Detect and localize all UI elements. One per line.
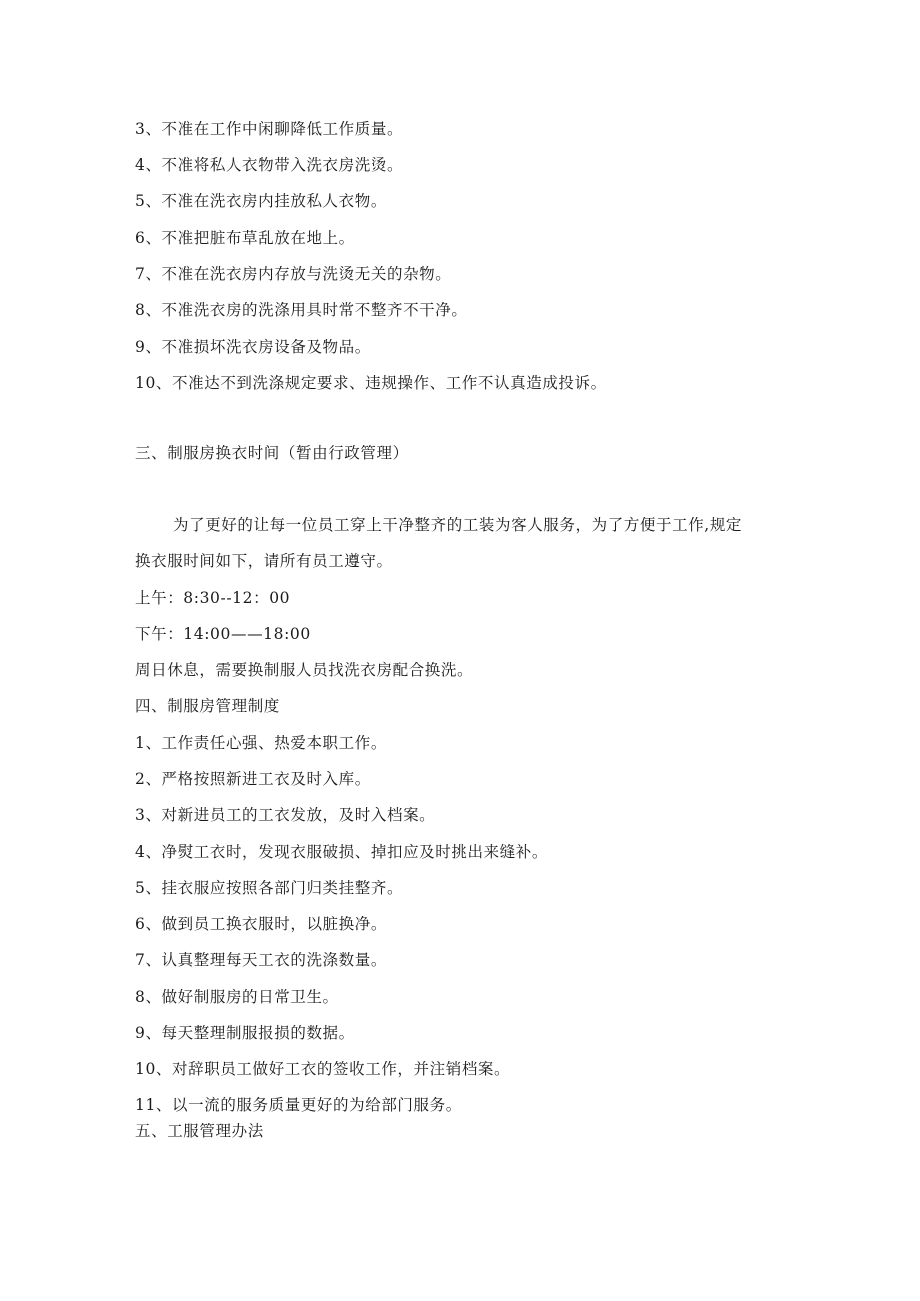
list-item: 11、以一流的服务质量更好的为给部门服务。: [135, 1096, 462, 1114]
rule-item: 7、不准在洗衣房内存放与洗烫无关的杂物。: [135, 265, 452, 283]
list-item: 7、认真整理每天工衣的洗涤数量。: [135, 951, 387, 969]
schedule-afternoon: 下午：14:00——18:00: [135, 625, 311, 643]
list-item: 10、对辞职员工做好工衣的签收工作，并注销档案。: [135, 1060, 511, 1078]
rule-item: 8、不准洗衣房的洗涤用具时常不整齐不干净。: [135, 301, 468, 319]
rule-item: 5、不准在洗衣房内挂放私人衣物。: [135, 192, 387, 210]
list-item: 5、挂衣服应按照各部门归类挂整齐。: [135, 879, 404, 897]
list-item: 2、严格按照新进工衣及时入库。: [135, 770, 371, 788]
paragraph-line: 换衣服时间如下，请所有员工遵守。: [135, 552, 393, 570]
schedule-note: 周日休息，需要换制服人员找洗衣房配合换洗。: [135, 661, 474, 679]
section-heading: 三、制服房换衣时间（暂由行政管理）: [135, 444, 409, 462]
section-heading: 五、工服管理办法: [135, 1122, 264, 1140]
list-item: 9、每天整理制服报损的数据。: [135, 1024, 355, 1042]
rule-item: 4、不准将私人衣物带入洗衣房洗烫。: [135, 156, 404, 174]
list-item: 3、对新进员工的工衣发放，及时入档案。: [135, 806, 436, 824]
rule-item: 9、不准损坏洗衣房设备及物品。: [135, 338, 371, 356]
list-item: 4、净熨工衣时，发现衣服破损、掉扣应及时挑出来缝补。: [135, 843, 548, 861]
list-item: 8、做好制服房的日常卫生。: [135, 988, 339, 1006]
paragraph-line: 为了更好的让每一位员工穿上干净整齐的工装为客人服务，为了方便于工作,规定: [173, 516, 743, 534]
section-heading: 四、制服房管理制度: [135, 697, 280, 715]
list-item: 6、做到员工换衣服时，以脏换净。: [135, 915, 387, 933]
rule-item: 6、不准把脏布草乱放在地上。: [135, 229, 355, 247]
rule-item: 3、不准在工作中闲聊降低工作质量。: [135, 120, 404, 138]
list-item: 1、工作责任心强、热爱本职工作。: [135, 734, 387, 752]
schedule-morning: 上午：8:30--12：00: [135, 589, 291, 607]
rule-item: 10、不准达不到洗涤规定要求、违规操作、工作不认真造成投诉。: [135, 374, 607, 392]
